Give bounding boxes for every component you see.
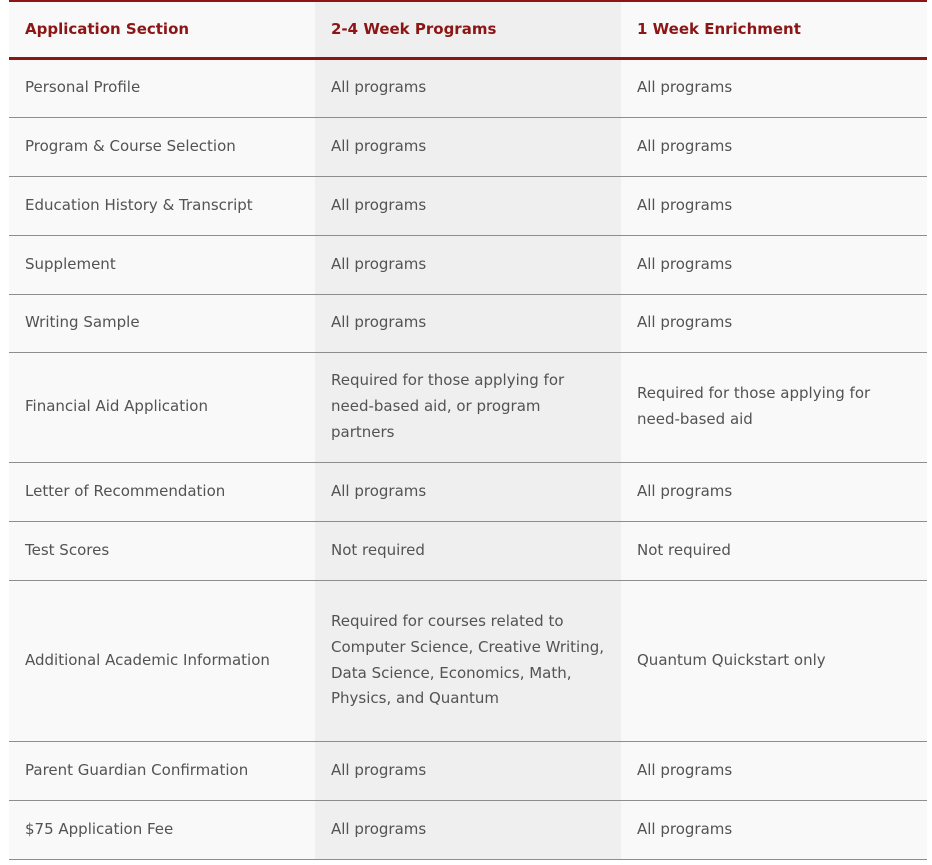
two-four-week-cell: Required for those applying for need-based aid, or program partners	[315, 352, 621, 462]
section-cell: Writing Sample	[9, 294, 315, 352]
two-four-week-cell: All programs	[315, 741, 621, 800]
one-week-cell: All programs	[621, 235, 927, 294]
section-cell: Additional Academic Information	[9, 580, 315, 741]
section-cell: Financial Aid Application	[9, 352, 315, 462]
one-week-cell: All programs	[621, 462, 927, 521]
one-week-cell: All programs	[621, 176, 927, 235]
table-header-row	[9, 1, 927, 58]
section-cell: Supplement	[9, 235, 315, 294]
table-row	[9, 176, 927, 235]
two-four-week-cell: All programs	[315, 462, 621, 521]
one-week-cell: Required for those applying for need-based aid	[621, 352, 927, 462]
table-row	[9, 462, 927, 521]
table-row	[9, 352, 927, 462]
one-week-cell: Not required	[621, 521, 927, 580]
two-four-week-cell: All programs	[315, 800, 621, 859]
requirements-table-container	[9, 0, 927, 860]
two-four-week-cell: Not required	[315, 521, 621, 580]
application-requirements-table	[9, 0, 927, 860]
header-2-4-week-programs: 2-4 Week Programs	[315, 1, 621, 58]
table-row	[9, 800, 927, 859]
one-week-cell: All programs	[621, 294, 927, 352]
two-four-week-cell: All programs	[315, 294, 621, 352]
header-1-week-enrichment: 1 Week Enrichment	[621, 1, 927, 58]
two-four-week-cell: All programs	[315, 176, 621, 235]
one-week-cell: All programs	[621, 800, 927, 859]
two-four-week-cell: All programs	[315, 58, 621, 117]
section-cell: Letter of Recommendation	[9, 462, 315, 521]
section-cell: Education History & Transcript	[9, 176, 315, 235]
table-row	[9, 117, 927, 176]
table-row	[9, 580, 927, 741]
one-week-cell: All programs	[621, 117, 927, 176]
table-row	[9, 741, 927, 800]
section-cell: Parent Guardian Confirmation	[9, 741, 315, 800]
two-four-week-cell: All programs	[315, 117, 621, 176]
one-week-cell: All programs	[621, 58, 927, 117]
header-application-section: Application Section	[9, 1, 315, 58]
two-four-week-cell: Required for courses related to Computer Science, Creative Writing, Data Science, Economics, Math, Physics, and Quantum	[315, 580, 621, 741]
two-four-week-cell: All programs	[315, 235, 621, 294]
one-week-cell: Quantum Quickstart only	[621, 580, 927, 741]
one-week-cell: All programs	[621, 741, 927, 800]
section-cell: Test Scores	[9, 521, 315, 580]
table-row	[9, 235, 927, 294]
section-cell: Personal Profile	[9, 58, 315, 117]
table-row	[9, 521, 927, 580]
section-cell: $75 Application Fee	[9, 800, 315, 859]
section-cell: Program & Course Selection	[9, 117, 315, 176]
table-row	[9, 294, 927, 352]
table-row	[9, 58, 927, 117]
